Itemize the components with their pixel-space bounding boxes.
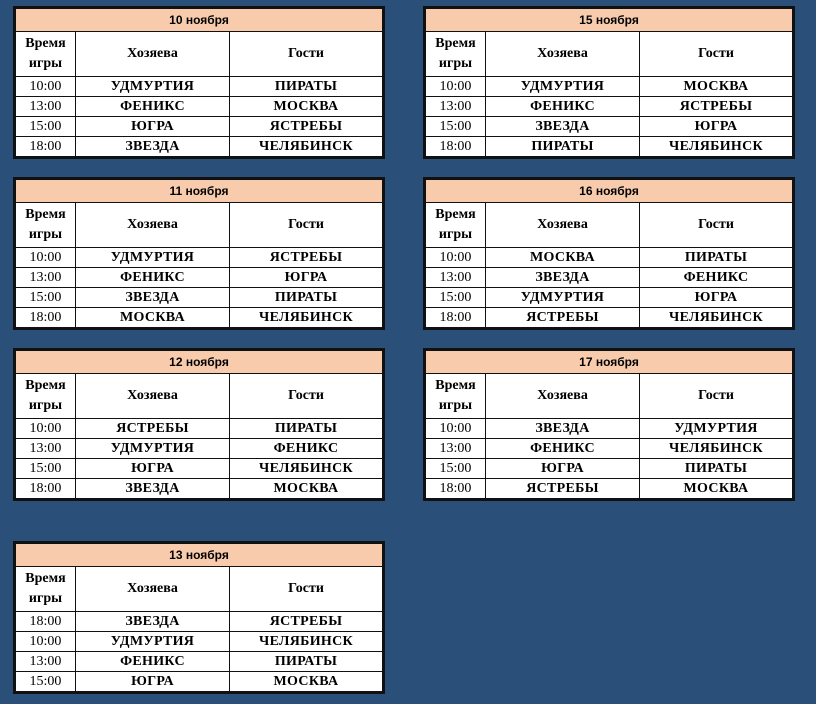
game-row <box>426 459 793 479</box>
game-row <box>16 308 383 328</box>
game-time: 18:00 <box>426 479 486 499</box>
game-time: 13:00 <box>426 439 486 459</box>
game-time: 15:00 <box>426 459 486 479</box>
away-column-header: Гости <box>230 374 383 419</box>
away-team: МОСКВА <box>640 479 793 499</box>
game-row <box>426 137 793 157</box>
game-time: 18:00 <box>426 308 486 328</box>
game-row <box>16 288 383 308</box>
home-team: ЗВЕЗДА <box>486 419 640 439</box>
away-team: МОСКВА <box>230 97 383 117</box>
game-time: 10:00 <box>426 77 486 97</box>
game-row <box>426 439 793 459</box>
home-team: ФЕНИКС <box>76 268 230 288</box>
home-team: ЯСТРЕБЫ <box>486 479 640 499</box>
away-team: ЯСТРЕБЫ <box>230 248 383 268</box>
game-time: 18:00 <box>16 308 76 328</box>
game-time: 18:00 <box>426 137 486 157</box>
game-time: 13:00 <box>16 439 76 459</box>
game-time: 15:00 <box>16 672 76 692</box>
game-row <box>16 137 383 157</box>
game-row <box>426 268 793 288</box>
date-header: 10 ноября <box>16 9 383 32</box>
schedule-table-3 <box>423 177 795 330</box>
home-column-header: Хозяева <box>76 203 230 248</box>
schedule-table-0 <box>13 6 385 159</box>
game-row <box>426 117 793 137</box>
home-team: ЗВЕЗДА <box>76 288 230 308</box>
home-team: УДМУРТИЯ <box>76 77 230 97</box>
game-time: 13:00 <box>426 97 486 117</box>
game-time: 10:00 <box>16 632 76 652</box>
game-row <box>16 268 383 288</box>
time-column-header: Время игры <box>16 567 76 612</box>
game-row <box>16 672 383 692</box>
away-team: ЧЕЛЯБИНСК <box>230 137 383 157</box>
game-time: 13:00 <box>16 97 76 117</box>
game-time: 15:00 <box>426 288 486 308</box>
home-team: ФЕНИКС <box>76 652 230 672</box>
date-header: 11 ноября <box>16 180 383 203</box>
home-team: ПИРАТЫ <box>486 137 640 157</box>
time-column-header: Время игры <box>426 203 486 248</box>
game-row <box>16 97 383 117</box>
away-team: ЯСТРЕБЫ <box>640 97 793 117</box>
home-team: МОСКВА <box>486 248 640 268</box>
game-row <box>16 479 383 499</box>
away-team: ПИРАТЫ <box>640 248 793 268</box>
home-team: УДМУРТИЯ <box>76 248 230 268</box>
time-column-header: Время игры <box>16 32 76 77</box>
home-team: ЮГРА <box>76 117 230 137</box>
away-team: МОСКВА <box>640 77 793 97</box>
away-team: ПИРАТЫ <box>230 288 383 308</box>
home-team: ФЕНИКС <box>486 439 640 459</box>
game-row <box>16 612 383 632</box>
home-team: ЯСТРЕБЫ <box>76 419 230 439</box>
home-team: ФЕНИКС <box>486 97 640 117</box>
home-team: УДМУРТИЯ <box>486 288 640 308</box>
away-column-header: Гости <box>640 32 793 77</box>
game-time: 10:00 <box>16 77 76 97</box>
away-team: ЧЕЛЯБИНСК <box>640 439 793 459</box>
game-row <box>16 117 383 137</box>
game-time: 13:00 <box>16 652 76 672</box>
game-time: 18:00 <box>16 479 76 499</box>
away-team: МОСКВА <box>230 479 383 499</box>
away-team: ЯСТРЕБЫ <box>230 117 383 137</box>
time-column-header: Время игры <box>426 374 486 419</box>
game-row <box>16 439 383 459</box>
game-row <box>16 248 383 268</box>
home-team: ЗВЕЗДА <box>486 268 640 288</box>
date-header: 17 ноября <box>426 351 793 374</box>
away-team: ЮГРА <box>640 117 793 137</box>
game-time: 13:00 <box>426 268 486 288</box>
game-row <box>426 77 793 97</box>
away-team: ПИРАТЫ <box>230 652 383 672</box>
away-team: ЧЕЛЯБИНСК <box>640 308 793 328</box>
away-team: ПИРАТЫ <box>230 419 383 439</box>
home-column-header: Хозяева <box>76 32 230 77</box>
home-column-header: Хозяева <box>76 567 230 612</box>
game-row <box>426 479 793 499</box>
away-team: ПИРАТЫ <box>230 77 383 97</box>
game-time: 15:00 <box>16 288 76 308</box>
game-row <box>16 77 383 97</box>
home-column-header: Хозяева <box>486 32 640 77</box>
game-time: 15:00 <box>16 459 76 479</box>
home-team: ЮГРА <box>76 459 230 479</box>
date-header: 16 ноября <box>426 180 793 203</box>
away-team: ЮГРА <box>640 288 793 308</box>
away-team: ЮГРА <box>230 268 383 288</box>
away-team: МОСКВА <box>230 672 383 692</box>
game-time: 10:00 <box>426 248 486 268</box>
home-team: ЮГРА <box>76 672 230 692</box>
away-team: ЧЕЛЯБИНСК <box>640 137 793 157</box>
time-column-header: Время игры <box>426 32 486 77</box>
game-time: 10:00 <box>16 419 76 439</box>
home-team: ФЕНИКС <box>76 97 230 117</box>
away-column-header: Гости <box>230 32 383 77</box>
game-row <box>426 419 793 439</box>
date-header: 13 ноября <box>16 544 383 567</box>
game-time: 10:00 <box>16 248 76 268</box>
away-team: ФЕНИКС <box>230 439 383 459</box>
away-column-header: Гости <box>640 374 793 419</box>
game-time: 15:00 <box>16 117 76 137</box>
home-team: УДМУРТИЯ <box>76 632 230 652</box>
away-column-header: Гости <box>640 203 793 248</box>
time-column-header: Время игры <box>16 203 76 248</box>
away-team: ЧЕЛЯБИНСК <box>230 308 383 328</box>
game-row <box>426 97 793 117</box>
game-row <box>16 419 383 439</box>
home-team: ЯСТРЕБЫ <box>486 308 640 328</box>
game-time: 10:00 <box>426 419 486 439</box>
game-time: 13:00 <box>16 268 76 288</box>
home-column-header: Хозяева <box>486 203 640 248</box>
home-team: МОСКВА <box>76 308 230 328</box>
schedule-table-5 <box>423 348 795 501</box>
date-header: 12 ноября <box>16 351 383 374</box>
game-time: 18:00 <box>16 612 76 632</box>
home-team: ЗВЕЗДА <box>76 137 230 157</box>
away-team: ЧЕЛЯБИНСК <box>230 459 383 479</box>
time-column-header: Время игры <box>16 374 76 419</box>
date-header: 15 ноября <box>426 9 793 32</box>
away-column-header: Гости <box>230 567 383 612</box>
game-row <box>426 248 793 268</box>
home-team: УДМУРТИЯ <box>76 439 230 459</box>
away-team: ПИРАТЫ <box>640 459 793 479</box>
game-row <box>16 632 383 652</box>
schedule-table-6 <box>13 541 385 694</box>
home-column-header: Хозяева <box>486 374 640 419</box>
home-team: ЗВЕЗДА <box>76 612 230 632</box>
home-team: ЗВЕЗДА <box>486 117 640 137</box>
away-team: ФЕНИКС <box>640 268 793 288</box>
game-row <box>16 652 383 672</box>
home-team: ЮГРА <box>486 459 640 479</box>
away-column-header: Гости <box>230 203 383 248</box>
game-row <box>426 288 793 308</box>
away-team: ЧЕЛЯБИНСК <box>230 632 383 652</box>
schedule-table-2 <box>13 177 385 330</box>
schedule-table-4 <box>13 348 385 501</box>
game-time: 15:00 <box>426 117 486 137</box>
game-row <box>426 308 793 328</box>
away-team: ЯСТРЕБЫ <box>230 612 383 632</box>
game-time: 18:00 <box>16 137 76 157</box>
home-team: УДМУРТИЯ <box>486 77 640 97</box>
away-team: УДМУРТИЯ <box>640 419 793 439</box>
game-row <box>16 459 383 479</box>
home-column-header: Хозяева <box>76 374 230 419</box>
home-team: ЗВЕЗДА <box>76 479 230 499</box>
schedule-table-1 <box>423 6 795 159</box>
